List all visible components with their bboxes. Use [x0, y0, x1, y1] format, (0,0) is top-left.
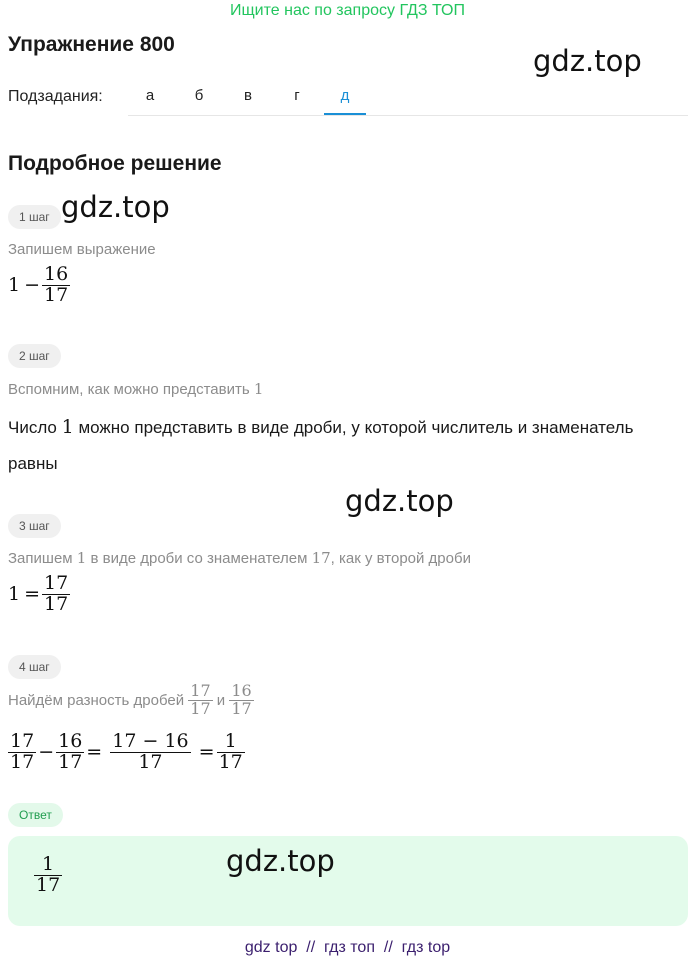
numerator: 17 [10, 730, 35, 752]
numerator: 1 [217, 732, 245, 753]
watermark: gdz.top [533, 44, 642, 78]
watermark: gdz.top [61, 190, 170, 224]
whole-number: 1 [8, 274, 21, 297]
caption-number: 17 [311, 549, 331, 567]
step-4-badge: 4 шаг [8, 655, 61, 679]
answer-fraction [34, 855, 62, 896]
answer-box [8, 836, 688, 926]
numerator: 16 [58, 730, 83, 752]
caption-fraction-1 [188, 683, 212, 718]
caption-text: , как у второй дроби [330, 550, 471, 567]
step-3-caption [8, 549, 471, 567]
tab-a[interactable]: а [145, 87, 155, 104]
fraction [42, 574, 70, 615]
step-4-expression [8, 732, 245, 773]
equals-sign: = [198, 741, 215, 764]
step-1-expression [8, 265, 70, 306]
caption-text: Запишем [8, 550, 73, 567]
denominator: 17 [10, 750, 35, 773]
caption-text: Вспомним, как можно представить [8, 381, 250, 398]
step-2-text-line1 [8, 416, 688, 438]
caption-and: и [216, 691, 226, 709]
fraction-17-17 [8, 732, 36, 773]
exercise-title: Упражнение 800 [8, 33, 175, 56]
caption-fraction-2 [229, 683, 253, 718]
denominator: 17 [58, 750, 83, 773]
answer-expression [34, 855, 62, 896]
denominator: 17 [218, 750, 243, 773]
step-2-badge: 2 шаг [8, 344, 61, 368]
equals-sign: = [86, 741, 103, 764]
fraction [42, 265, 70, 306]
numerator: 1 [34, 855, 62, 876]
numerator: 16 [231, 681, 252, 700]
denominator: 17 [44, 283, 69, 306]
denominator: 17 [36, 873, 61, 896]
denominator: 17 [138, 750, 163, 773]
numerator: 17 [44, 572, 69, 594]
tab-g[interactable]: г [294, 87, 300, 104]
watermark: gdz.top [345, 484, 454, 518]
fraction-difference [110, 732, 190, 773]
watermark: gdz.top [226, 844, 335, 878]
step-2-text-line2: равны [8, 454, 58, 473]
numerator: 16 [44, 263, 69, 285]
step-4-caption [8, 683, 254, 718]
top-banner[interactable]: Ищите нас по запросу ГДЗ ТОП [230, 2, 465, 19]
step-1-caption: Запишем выражение [8, 241, 156, 258]
step-3-expression [8, 574, 70, 615]
equals-sign: = [24, 583, 41, 606]
whole-number: 1 [8, 583, 21, 606]
caption-text: Найдём разность дробей [8, 691, 185, 709]
tab-b[interactable]: б [194, 87, 204, 104]
subtasks-tabs [128, 78, 688, 116]
text-post: можно представить в виде дроби, у которой числитель и знаменатель [78, 418, 634, 437]
footer-links[interactable]: gdz top // гдз топ // гдз top [244, 939, 451, 956]
step-3-badge: 3 шаг [8, 514, 61, 538]
numerator: 17 [190, 681, 211, 700]
minus-sign: − [38, 741, 55, 764]
minus-sign: − [24, 274, 41, 297]
denominator: 17 [44, 592, 69, 615]
fraction-16-17 [56, 732, 84, 773]
step-2-caption [8, 380, 263, 398]
denominator: 17 [231, 698, 252, 718]
fraction-result [217, 732, 245, 773]
tab-v[interactable]: в [244, 87, 252, 104]
text-pre: Число [8, 418, 57, 437]
text-number: 1 [61, 416, 74, 438]
tab-d[interactable]: д [324, 78, 366, 115]
caption-number: 1 [253, 380, 264, 398]
step-1-badge: 1 шаг [8, 205, 61, 229]
solution-title: Подробное решение [8, 152, 222, 175]
subtasks-label: Подзадания: [8, 88, 103, 105]
caption-number: 1 [76, 549, 87, 567]
caption-text: в виде дроби со знаменателем [90, 550, 308, 567]
numerator: 17 − 16 [112, 730, 189, 752]
answer-badge: Ответ [8, 803, 63, 827]
denominator: 17 [190, 698, 211, 718]
